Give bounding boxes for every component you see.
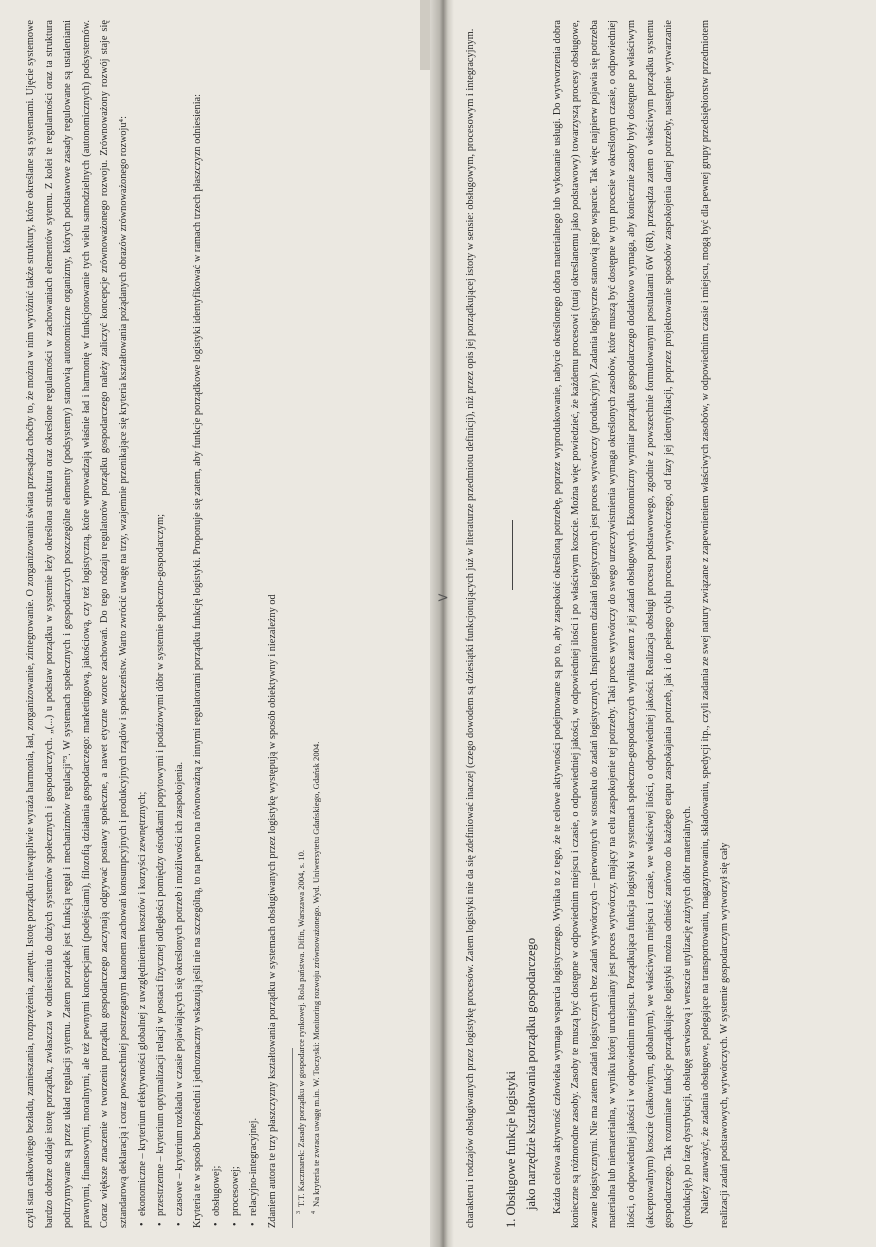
criteria-text: czasowe – kryterium rozkładu w czasie pojawiających się określonych potrzeb i możliwości ich zaspokojenia. bbox=[173, 761, 185, 1216]
footnote-number: 4 bbox=[311, 1211, 318, 1214]
plane-item bbox=[245, 20, 264, 1228]
footnote-number: 3 bbox=[296, 1211, 303, 1214]
plane-item bbox=[227, 20, 246, 1228]
section-subtitle: jako narzędzie kształtowania porządku gospodarczego bbox=[523, 937, 538, 1210]
plane-text: obsługowej; bbox=[210, 1165, 222, 1216]
section-title bbox=[501, 20, 521, 1228]
plane-item bbox=[208, 20, 227, 1228]
handwritten-margin-line bbox=[512, 520, 513, 590]
left-page-paragraph: czyli stan całkowitego bezładu, zamieszania, rozprzężenia, zamętu. Istotę porządku niewątpliwie wyraża harmonia, ład, zorganizowanie, zintegrowanie. O zorganizowaniu świata przesądza choćby to, że można w nim wyróżnić także struktury, które określane są systemami. Ujęcie systemowe bardzo dobrze oddaje istotę porządku, zwłaszcza w odniesieniu do dużych systemów społecznych i gospodarczych. „(...) u podstaw porządku w systemie leży określona struktura oraz określone regularności w zachowaniach elementów sytemu. Z kolei te regularności oraz ta struktura podtrzymywane są przez układ regulacji sytemu. Zatem porządek jest funkcją reguł i mechanizmów regulacji”³. W systemach społecznych i gospodarczych poszczególne elementy (podsystemy) stanowią autonomiczne organizmy, których podstawowe zasady regulowane są ustaleniami prawnymi, finansowymi, moralnymi, ale też pewnymi koncepcjami (podejściami), filozofią działania gospodarczego: marketingową, jakościową, czy też logistyczną, które wprowadzają właśnie ład i harmonię w funkcjonowanie tych wielu samodzielnych (autonomicznych) podsystemów. Coraz większe znaczenie w tworzeniu porządku gospodarczego zaczynają odgrywać postawy społeczne, a nawet etyczne wzorce zachowań. Do tego rodzaju regulatorów porządku gospodarczego należy zaliczyć koncepcje zrównoważonego rozwoju. Zrównoważony rozwój staje się sztandarową deklaracją i coraz powszechniej postrzeganym kanonem zachowań konsumpcyjnych i produkcyjnych rządów i społeczeństw. Warto zwrócić uwagę na trzy, wzajemnie przenikające się kryteria kształtowania pożądanych obrazów zrównoważonego rozwoju⁴: bbox=[25, 20, 129, 1228]
bullet-icon: • bbox=[155, 1222, 167, 1226]
bullet-icon: • bbox=[136, 1222, 148, 1226]
footnote bbox=[308, 20, 323, 1228]
margin-mark-icon: > bbox=[437, 590, 449, 606]
criteria-item bbox=[171, 20, 190, 1228]
criteria-text: przestrzenne – kryterium optymalizacji relacji w postaci fizycznej odległości pomiędzy ośrodkami popytowymi i podażowymi dóbr w systemie społeczno-gospodarczym; bbox=[155, 514, 167, 1216]
left-page-paragraph: Kryteria te w sposób bezpośredni i jednoznaczny wskazują jeśli nie na szczególną, to na pewno na równoważną z innymi regulatorami porządku funkcję logistyki. Proponuje się zatem, aby funkcje porządkowe logistyki identyfikować w ramach trzech płaszczyzn odniesienia: bbox=[192, 94, 204, 1228]
criteria-item bbox=[152, 20, 171, 1228]
plane-text: relacyjno-integracyjnej. bbox=[248, 1117, 260, 1216]
bullet-icon: • bbox=[173, 1222, 185, 1226]
bullet-icon: • bbox=[210, 1222, 222, 1226]
left-page-paragraph: Zdaniem autora te trzy płaszczyzny kształtowania porządku w systemach obsługiwanych przez logistykę występują w sposób obiektywny i niezależny od bbox=[266, 594, 278, 1228]
footnote bbox=[293, 20, 308, 1228]
book-gutter bbox=[430, 0, 454, 1247]
criteria-item bbox=[134, 20, 153, 1228]
right-page-paragraph: Każda celowa aktywność człowieka wymaga wsparcia logistycznego. Wynika to z tego, że te celowe aktywności podejmowane są po to, aby zaspokoić określoną potrzebę, poprzez wyprodukowanie, nabycie określonego dobra materialnego lub wykonanie usługi. Do wytworzenia dobra konieczne są różnorodne zasoby. Zasoby te muszą być dostępne w odpowiednim miejscu i czasie, o odpowiedniej jakości, w odpowiedniej ilości i po właściwym koszcie. Można więc powiedzieć, że każdemu procesowi (tutaj określanemu jako podstawowy) towarzyszą procesy obsługowe, zwane logistycznymi. Nie ma zatem zadań logistycznych bez zadań wytwórczych – pierwotnych w stosunku do zadań logistycznych. Inspiratorem działań logistycznych jest proces wytwórczy (produkcyjny). Zadania logistyczne stanowią jego wsparcie. Tak więc najpierw pojawia się potrzeba materialna lub niematerialna, w wyniku której uruchamiany jest proces wytwórczy, mający na celu zaspokojenie tej potrzeby. Taki proces wytwórczy do swego urzeczywistnienia wymaga określonych zasobów, które muszą być dostępne w tym procesie w określonym czasie, o odpowiedniej ilości, o odpowiedniej jakości i w odpowiednim miejscu. Porządkująca funkcja logistyki w systemach społeczno-gospodarczych wynika zatem z jej zadań obsługowych. Ekonomiczny wymiar porządku gospodarczego dodatkowo wymaga, aby koniecznie zasoby były dostępne po właściwym (akceptowalnym) koszcie (całkowitym, globalnym), we właściwym miejscu i czasie, we właściwej ilości, o odpowiedniej jakości. Realizacja obsługi procesu podstawowego, zgodnie z powszechnie formułowanymi postulatami 6W (6R), przesądza zatem o właściwym porządku systemu gospodarczego. Tak rozumiane funkcje porządkujące logistyki można odnieść zarówno do każdego etapu zaspokajania potrzeb, jak i do pełnego cyklu procesu wytwórczego, od fazy jej identyfikacji, poprzez projektowanie sposobów zaspokojenia danej potrzeby, następnie wytwarzanie (produkcję), po fazę dystrybucji, obsługę serwisową i wreszcie utylizację zużytych dóbr materialnych. bbox=[551, 20, 693, 1228]
section-title-text: Obsługowe funkcje logistyki bbox=[503, 1071, 518, 1216]
footnotes bbox=[293, 20, 323, 1228]
section-number: 1. bbox=[503, 1218, 518, 1228]
right-page bbox=[462, 20, 870, 1228]
footnote-text: Na kryteria te zwraca uwagę m.in. W. Toczyski: Monitoring rozwoju zrównoważonego. Wyd. Uniwersytetu Gdańskiego, Gdańsk 2004. bbox=[311, 741, 322, 1207]
plane-text: procesowej; bbox=[229, 1166, 241, 1216]
criteria-text: ekonomiczne – kryterium efektywności globalnej z uwzględnieniem kosztów i korzyści zewnętrznych; bbox=[136, 791, 148, 1216]
bullet-icon: • bbox=[248, 1222, 260, 1226]
right-page-intro: charakteru i rodzajów obsługiwanych przez logistykę procesów. Zatem logistyki nie da się zdefiniować inaczej (czego dowodem są dziesiątki funkcjonujących już w literaturze przedmiotu definicji), niż przez opis jej porządkującej istoty w sensie: obsługowym, procesowym i integracyjnym. bbox=[465, 28, 476, 1228]
right-page-paragraph: Należy zauważyć, że zadania obsługowe, polegające na transportowaniu, magazynowaniu, składowaniu, spedycji itp., czyli zadania ze swej natury związane z zapewnieniem właściwych zasobów, w odpowiednim czasie i miejscu, mogą być dla pewnej grupy przedsiębiorstw przedmiotem realizacji zadań podstawowych, wytwórczych. W systemie gospodarczym wytworzył się cały bbox=[700, 20, 730, 1228]
left-page bbox=[22, 20, 422, 1228]
footnote-text: T.T. Kaczmarek: Zasady porządku w gospodarce rynkowej. Rola państwa. Difin, Warszawa 2004, s. 10. bbox=[296, 849, 307, 1207]
bullet-icon: • bbox=[229, 1222, 241, 1226]
